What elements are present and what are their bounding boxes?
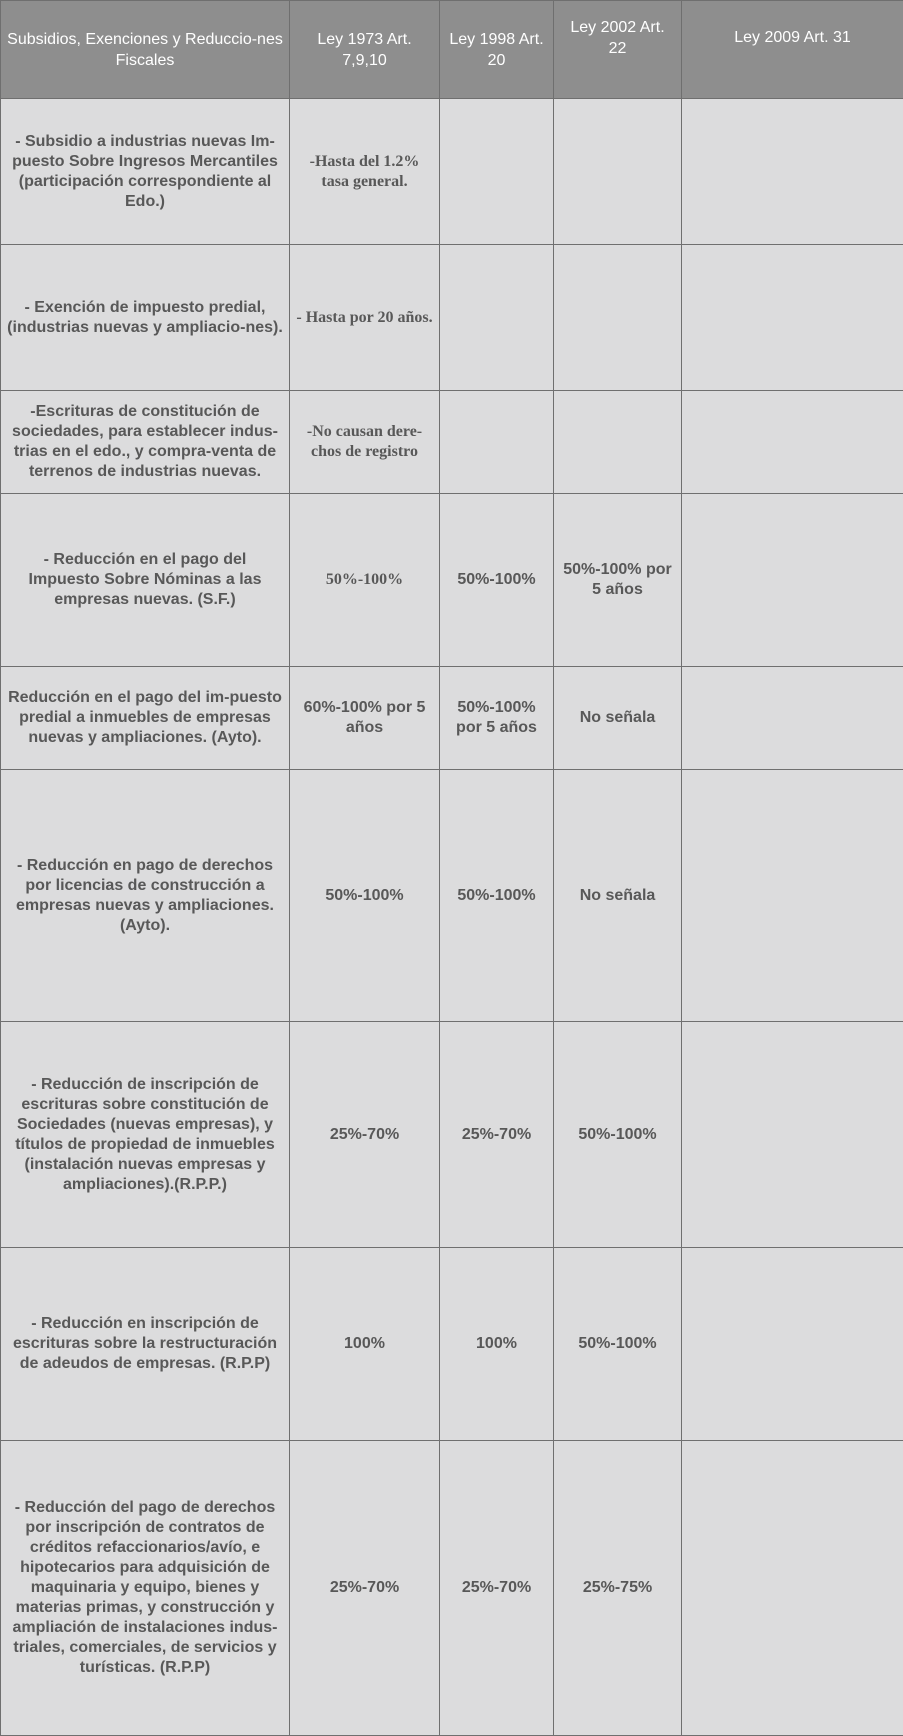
cell-ley-2002: No señala <box>554 770 682 1022</box>
table-row <box>1 494 903 667</box>
cell-ley-2002: 50%-100% <box>554 1022 682 1248</box>
cell-ley-1998: 25%-70% <box>440 1441 554 1736</box>
cell-ley-1973: 60%-100% por 5 años <box>290 667 440 770</box>
cell-ley-2009 <box>682 1022 903 1248</box>
cell-ley-2002 <box>554 391 682 494</box>
row-concept: - Subsidio a industrias nuevas Im-puesto Sobre Ingresos Mercantiles (participación correspondiente al Edo.) <box>1 99 290 245</box>
cell-ley-2002: 25%-75% <box>554 1441 682 1736</box>
cell-ley-1998 <box>440 245 554 391</box>
table-row <box>1 1022 903 1248</box>
cell-ley-1998 <box>440 99 554 245</box>
cell-ley-1973: 25%-70% <box>290 1441 440 1736</box>
table-row <box>1 667 903 770</box>
table-row <box>1 245 903 391</box>
cell-ley-1973: -Hasta del 1.2% tasa general. <box>290 99 440 245</box>
cell-ley-2009 <box>682 770 903 1022</box>
cell-ley-1998: 25%-70% <box>440 1022 554 1248</box>
cell-ley-2009 <box>682 245 903 391</box>
table-row <box>1 391 903 494</box>
row-concept: - Reducción del pago de derechos por inscripción de contratos de créditos refaccionarios/avío, e hipotecarios para adquisición de maquinaria y equipo, bienes y materias primas, y construcción y ampliación de instalaciones indus-triales, comerciales, de servicios y turísticas. (R.P.P) <box>1 1441 290 1736</box>
row-concept: - Reducción de inscripción de escrituras sobre constitución de Sociedades (nuevas empresas), y títulos de propiedad de inmuebles (instalación nuevas empresas y ampliaciones).(R.P.P.) <box>1 1022 290 1248</box>
row-concept: - Reducción en pago de derechos por licencias de construcción a empresas nuevas y ampliaciones. (Ayto). <box>1 770 290 1022</box>
cell-ley-2009 <box>682 494 903 667</box>
cell-ley-1998: 100% <box>440 1248 554 1441</box>
cell-ley-2002: No señala <box>554 667 682 770</box>
table-row <box>1 99 903 245</box>
header-ley-2009: Ley 2009 Art. 31 <box>682 1 903 99</box>
row-concept: - Exención de impuesto predial, (industrias nuevas y ampliacio-nes). <box>1 245 290 391</box>
header-ley-2002: Ley 2002 Art. 22 <box>554 1 682 99</box>
cell-ley-1998: 50%-100% por 5 años <box>440 667 554 770</box>
cell-ley-2009 <box>682 667 903 770</box>
table-row <box>1 1248 903 1441</box>
cell-ley-2002 <box>554 245 682 391</box>
row-concept: Reducción en el pago del im-puesto predial a inmuebles de empresas nuevas y ampliaciones. (Ayto). <box>1 667 290 770</box>
table-row <box>1 1441 903 1736</box>
cell-ley-2009 <box>682 391 903 494</box>
table-row <box>1 770 903 1022</box>
cell-ley-1973: 100% <box>290 1248 440 1441</box>
cell-ley-2009 <box>682 1248 903 1441</box>
row-concept: - Reducción en inscripción de escrituras sobre la restructuración de adeudos de empresas. (R.P.P) <box>1 1248 290 1441</box>
header-ley-1998: Ley 1998 Art. 20 <box>440 1 554 99</box>
cell-ley-2009 <box>682 1441 903 1736</box>
row-concept: -Escrituras de constitución de sociedades, para establecer indus-trias en el edo., y compra-venta de terrenos de industrias nuevas. <box>1 391 290 494</box>
cell-ley-2002: 50%-100% <box>554 1248 682 1441</box>
row-concept: - Reducción en el pago del Impuesto Sobre Nóminas a las empresas nuevas. (S.F.) <box>1 494 290 667</box>
cell-ley-1973: 25%-70% <box>290 1022 440 1248</box>
cell-ley-1998: 50%-100% <box>440 494 554 667</box>
header-subsidios: Subsidios, Exenciones y Reduccio-nes Fiscales <box>1 1 290 99</box>
cell-ley-2009 <box>682 99 903 245</box>
cell-ley-1998 <box>440 391 554 494</box>
header-row <box>1 1 903 99</box>
cell-ley-1973: - Hasta por 20 años. <box>290 245 440 391</box>
cell-ley-1998: 50%-100% <box>440 770 554 1022</box>
cell-ley-2002 <box>554 99 682 245</box>
cell-ley-2002: 50%-100% por 5 años <box>554 494 682 667</box>
cell-ley-1973: 50%-100% <box>290 494 440 667</box>
cell-ley-1973: -No causan dere-chos de registro <box>290 391 440 494</box>
header-ley-1973: Ley 1973 Art. 7,9,10 <box>290 1 440 99</box>
cell-ley-1973: 50%-100% <box>290 770 440 1022</box>
